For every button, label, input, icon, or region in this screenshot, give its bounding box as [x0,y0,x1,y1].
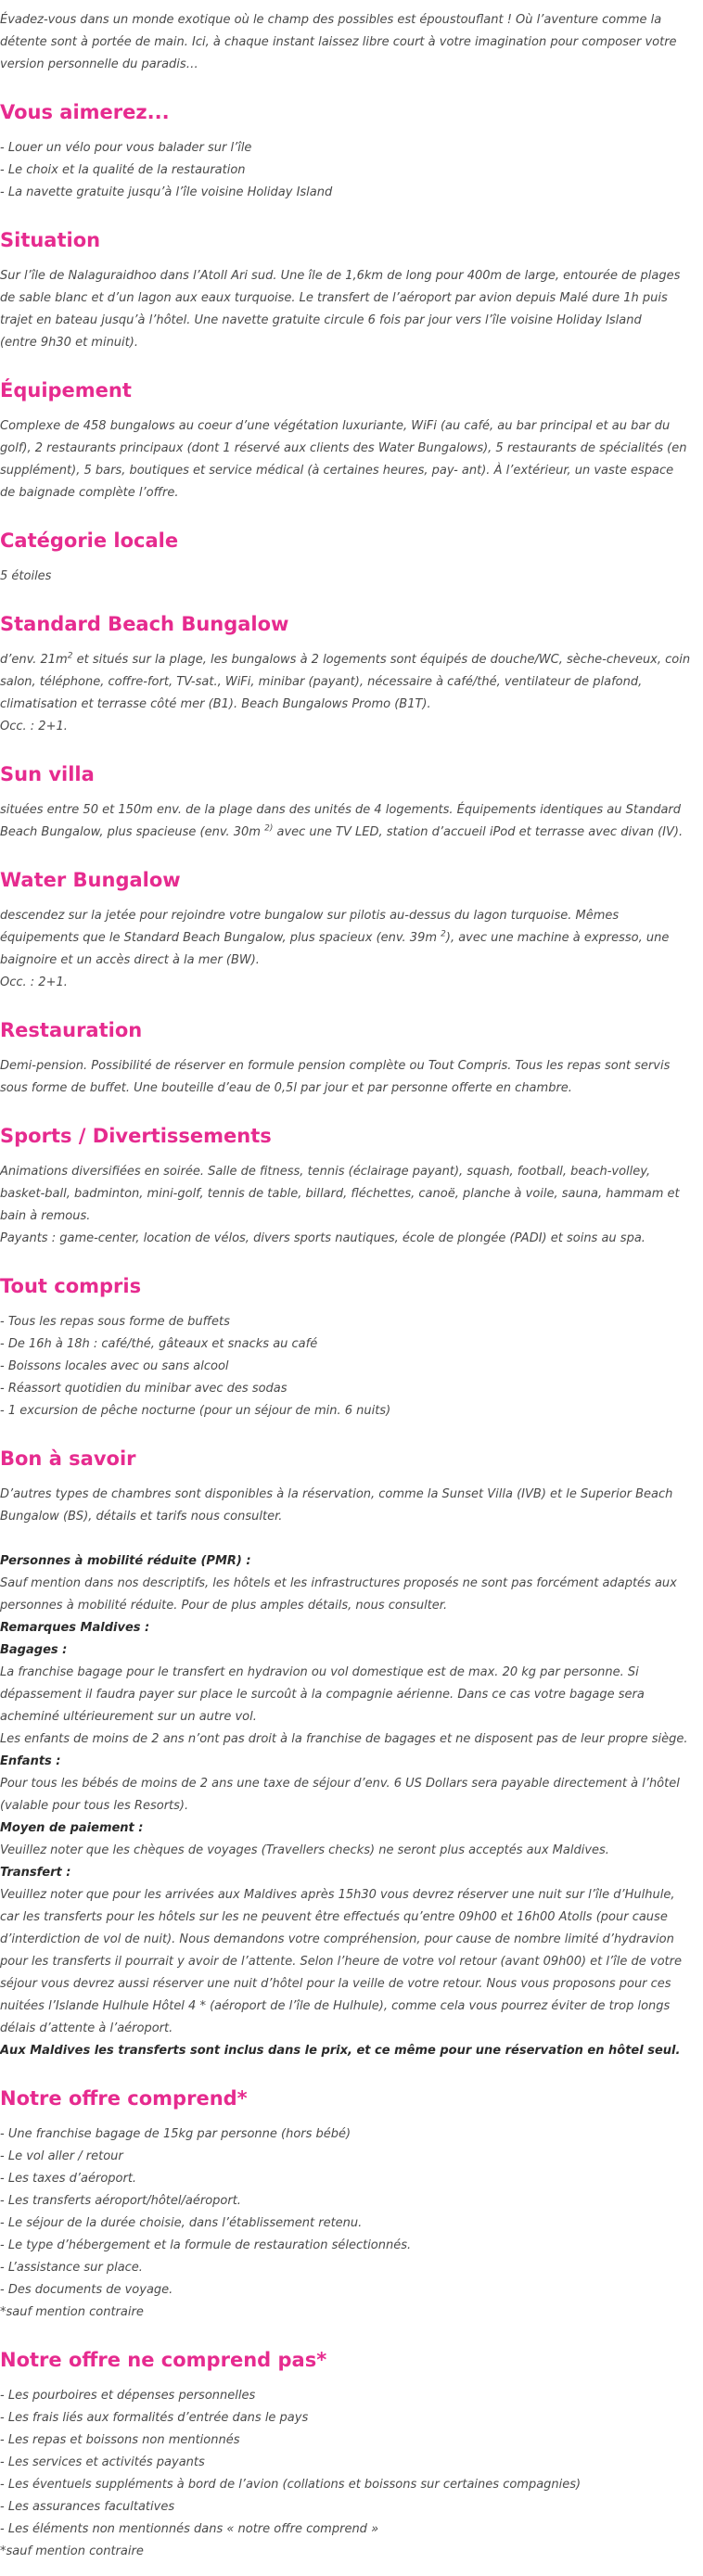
sports-text-paid: Payants : game-center, location de vélos, divers sports nautiques, école de plongée (PADI) et soins au spa. [0,1231,645,1245]
list-item: - Le choix et la qualité de la restauration [0,163,246,177]
equipement-text: Complexe de 458 bungalows au coeur d’une végétation luxuriante, WiFi (au café, au bar principal et au bar du golf), 2 restaurants principaux (dont 1 réservé aux clients des Water Bungalows), 5 restaurants de spécialités (en supplément), 5 bars, boutiques et service médical (à certaines heures, pay- ant). À l’extérieur, un vaste espace de baignade complète l’offre. [0,419,687,500]
situation-text-main: Sur l’île de Nalaguraidhoo dans l’Atoll Ari sud. Une île de 1,6km de long pour 400m de large, entourée de plages de sable blanc et d’un lagon aux eaux turquoise. Le transfert de l’aéroport par avion depuis Malé dure 1h puis trajet en bateau jusqu’à l’hôtel. Une navette gratuite circule 6 fois par jour vers l’île voisine Holiday Island [0,269,681,327]
sunvilla-text-a: situées entre 50 et 150m env. de la plage dans des unités de 4 logements. Équipements identiques au Standard Beach Bungalow, plus spacieuse (env. 30m [0,803,682,839]
enfants-text: Pour tous les bébés de moins de 2 ans une taxe de séjour d’env. 6 US Dollars sera payable directement à l’hôtel (valable pour tous les Resorts). [0,1777,680,1813]
tout-compris-list [0,1311,692,1422]
sunvilla-sup: 2) [264,823,274,834]
paiement-label: Moyen de paiement : [0,1821,144,1835]
standard-text-a: d’env. 21m [0,653,68,667]
list-item: - L’assistance sur place. [0,2261,143,2275]
list-item: - Réassort quotidien du minibar avec des sodas [0,1382,288,1396]
standard-text-b: et situés sur la plage, les bungalows à 2 logements sont équipés de douche/WC, sèche-cheveux, coin salon, téléphone, coffre-fort, TV-sat., WiFi, minibar (payant), nécessaire à café/thé, ventilateur de plafond, climatisation et terrasse côté mer (B1). Beach Bungalows Promo (B1T). [0,653,691,711]
water-sup: 2 [441,929,446,939]
water-text-b: ), avec une machine à expresso, une baignoire et un accès direct à la mer (BW). [0,931,670,967]
water-occupancy: Occ. : 2+1. [0,976,68,989]
list-item: - Le type d’hébergement et la formule de restauration sélectionnés. [0,2238,412,2252]
transfert-text: Veuillez noter que pour les arrivées aux Maldives après 15h30 vous devrez réserver une nuit sur l’île d’Hulhule, car les transferts pour les hôtels sur les ne peuvent être effectués qu’entre 09h00 et 16h00 Atolls (pour cause d’interdiction de vol de nuit). Nous demandons votre compréhension, pour cause de nombre limité d’hydravion pour les transferts il pourrait y avoir de l’attente. Selon l’heure de votre vol retour (avant 09h00) et l’île de votre séjour vous devrez aussi réserver une nuit d’hôtel pour la veille de votre retour. Nous vous proposons pour ces nuitées l’Islande Hulhule Hôtel 4 * (aéroport de l’île de Hulhule), comme cela vous pourrez éviter de trop longs délais d’attente à l’aéroport. [0,1888,682,2035]
list-item: - Les pourboires et dépenses personnelles [0,2389,256,2403]
bagages-text-infants: Les enfants de moins de 2 ans n’ont pas droit à la franchise de bagages et ne disposent pas de leur propre siège. [0,1732,688,1746]
list-item: - Le séjour de la durée choisie, dans l’établissement retenu. [0,2216,363,2230]
pmr-label: Personnes à mobilité réduite (PMR) : [0,1554,251,1568]
list-item: - Les transferts aéroport/hôtel/aéroport. [0,2194,241,2208]
list-item: - Le vol aller / retour [0,2149,123,2163]
sunvilla-text-b: avec une TV LED, station d’accueil iPod et terrasse avec divan (IV). [273,825,684,839]
list-item: - Louer un vélo pour vous balader sur l’île [0,141,252,155]
section-title-vous-aimerez: Vous aimerez... [0,101,170,123]
footnote: *sauf mention contraire [0,2305,144,2319]
remarques-label: Remarques Maldives : [0,1621,150,1635]
standard-occupancy: Occ. : 2+1. [0,720,68,733]
list-item: - De 16h à 18h : café/thé, gâteaux et snacks au café [0,1337,318,1351]
bon-a-savoir-intro: D’autres types de chambres sont disponibles à la réservation, comme la Sunset Villa (IVB) et le Superior Beach Bungalow (BS), détails et tarifs nous consulter. [0,1487,673,1524]
list-item: - Les frais liés aux formalités d’entrée dans le pays [0,2411,309,2425]
section-title-water-bungalow: Water Bungalow [0,869,181,891]
list-item: - Des documents de voyage. [0,2283,173,2297]
standard-sup: 2 [67,651,73,661]
offre-ne-comprend-list [0,2385,692,2563]
pmr-text: Sauf mention dans nos descriptifs, les hôtels et les infrastructures proposés ne sont pas forcément adaptés aux personnes à mobilité réduite. Pour de plus amples détails, nous consulter. [0,1576,677,1613]
sports-text-main: Animations diversifiées en soirée. Salle de fitness, tennis (éclairage payant), squash, football, beach-volley, basket-ball, badminton, mini-golf, tennis de table, billard, fléchettes, canoë, planche à voile, sauna, hammam et bain à remous. [0,1165,680,1223]
list-item: - Les services et activités payants [0,2455,205,2469]
list-item: - La navette gratuite jusqu’à l’île voisine Holiday Island [0,185,333,199]
bon-a-savoir-details [0,1550,692,2062]
section-title-sports: Sports / Divertissements [0,1125,272,1147]
situation-text-hours: (entre 9h30 et minuit). [0,336,138,350]
list-item: - 1 excursion de pêche nocturne (pour un séjour de min. 6 nuits) [0,1404,391,1418]
categorie-text: 5 étoiles [0,569,52,583]
section-title-equipement: Équipement [0,379,132,402]
bagages-label: Bagages : [0,1643,68,1657]
bagages-text: La franchise bagage pour le transfert en hydravion ou vol domestique est de max. 20 kg par personne. Si dépassement il faudra payer sur place le surcoût à la compagnie aérienne. Dans ce cas votre bagage sera acheminé ultérieurement sur un autre vol. [0,1665,645,1724]
vous-aimerez-list [0,137,692,204]
section-title-restauration: Restauration [0,1019,143,1041]
sports-text [0,1161,692,1250]
footnote: *sauf mention contraire [0,2544,144,2558]
section-title-sun-villa: Sun villa [0,763,95,785]
enfants-label: Enfants : [0,1754,61,1768]
section-title-offre-ne-comprend-pas: Notre offre ne comprend pas* [0,2349,327,2371]
list-item: - Les éventuels suppléments à bord de l’avion (collations et boissons sur certaines compagnies) [0,2478,582,2492]
list-item: - Une franchise bagage de 15kg par personne (hors bébé) [0,2127,352,2141]
list-item: - Boissons locales avec ou sans alcool [0,1359,229,1373]
situation-text [0,265,692,354]
section-title-standard-beach-bungalow: Standard Beach Bungalow [0,613,289,635]
list-item: - Les assurances facultatives [0,2500,175,2514]
transfert-label: Transfert : [0,1866,71,1880]
list-item: - Les éléments non mentionnés dans « notre offre comprend » [0,2522,379,2536]
section-title-offre-comprend: Notre offre comprend* [0,2087,248,2110]
transfert-bold-note: Aux Maldives les transferts sont inclus dans le prix, et ce même pour une réservation en hôtel seul. [0,2044,681,2058]
sun-villa-text [0,799,692,844]
section-title-categorie: Catégorie locale [0,529,179,552]
list-item: - Les repas et boissons non mentionnés [0,2433,240,2447]
offre-comprend-list [0,2123,692,2324]
paiement-text: Veuillez noter que les chèques de voyages (Travellers checks) ne seront plus acceptés aux Maldives. [0,1843,609,1857]
intro-paragraph: Évadez-vous dans un monde exotique où le champ des possibles est époustouflant ! Où l’aventure comme la détente sont à portée de main. Ici, à chaque instant laissez libre court à votre imagination pour composer votre version personnelle du paradis… [0,13,677,71]
list-item: - Tous les repas sous forme de buffets [0,1315,230,1329]
water-text-a: descendez sur la jetée pour rejoindre votre bungalow sur pilotis au-dessus du lagon turquoise. Mêmes équipements que le Standard Beach Bungalow, plus spacieux (env. 39m [0,909,620,945]
section-title-situation: Situation [0,229,101,251]
water-bungalow-text [0,905,692,994]
section-title-bon-a-savoir: Bon à savoir [0,1447,136,1470]
restauration-text: Demi-pension. Possibilité de réserver en formule pension complète ou Tout Compris. Tous les repas sont servis sous forme de buffet. Une bouteille d’eau de 0,5l par jour et par personne offerte en chambre. [0,1059,671,1095]
standard-beach-bungalow-text [0,649,692,738]
list-item: - Les taxes d’aéroport. [0,2172,137,2186]
section-title-tout-compris: Tout compris [0,1275,142,1297]
